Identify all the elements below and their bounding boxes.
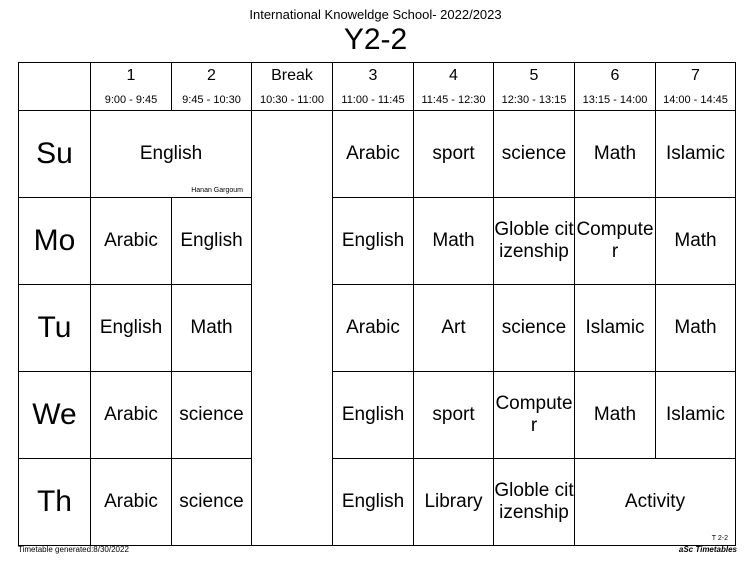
- lesson-cell: English: [91, 285, 172, 372]
- lesson-cell: English: [333, 459, 414, 546]
- lesson-cell: science: [494, 111, 575, 198]
- lesson-cell: [575, 459, 736, 546]
- lesson-cell: sport: [414, 111, 494, 198]
- day-row: [19, 372, 736, 459]
- period-header: 3 11:00 - 11:45: [333, 63, 414, 111]
- day-row: [19, 285, 736, 372]
- lesson-cell: Math: [414, 198, 494, 285]
- lesson-cell: Computer: [494, 372, 575, 459]
- day-row: [19, 111, 736, 198]
- lesson-cell: Arabic: [333, 285, 414, 372]
- timetable: [18, 62, 736, 546]
- period-header: 5 12:30 - 13:15: [494, 63, 575, 111]
- lesson-cell: Arabic: [91, 372, 172, 459]
- day-row: [19, 459, 736, 546]
- lesson-cell: Math: [172, 285, 252, 372]
- lesson-cell: science: [494, 285, 575, 372]
- lesson-cell: Arabic: [91, 459, 172, 546]
- lesson-cell: Math: [575, 372, 656, 459]
- brand-label: aSc Timetables: [678, 545, 737, 554]
- corner-cell: [19, 63, 91, 111]
- day-label: Th: [19, 459, 91, 546]
- lesson-cell: science: [172, 372, 252, 459]
- day-row: [19, 198, 736, 285]
- period-header: 1 9:00 - 9:45: [91, 63, 172, 111]
- lesson-cell: Islamic: [656, 372, 736, 459]
- lesson-cell: Art: [414, 285, 494, 372]
- lesson-cell: Globle citizenship: [494, 198, 575, 285]
- lesson-cell: Math: [575, 111, 656, 198]
- day-label: Mo: [19, 198, 91, 285]
- lesson-cell: Globle citizenship: [494, 459, 575, 546]
- header-row: [19, 63, 736, 111]
- period-header: 6 13:15 - 14:00: [575, 63, 656, 111]
- subject: Activity: [624, 491, 686, 512]
- period-header: 4 11:45 - 12:30: [414, 63, 494, 111]
- lesson-cell: Math: [656, 285, 736, 372]
- lesson-cell: Library: [414, 459, 494, 546]
- period-header: 7 14:00 - 14:45: [656, 63, 736, 111]
- lesson-cell: English: [172, 198, 252, 285]
- day-label: Su: [19, 111, 91, 198]
- day-label: We: [19, 372, 91, 459]
- lesson-cell: [91, 111, 252, 198]
- lesson-cell: Arabic: [91, 198, 172, 285]
- lesson-cell: Islamic: [575, 285, 656, 372]
- lesson-cell: Math: [656, 198, 736, 285]
- lesson-cell: Islamic: [656, 111, 736, 198]
- lesson-cell: Arabic: [333, 111, 414, 198]
- lesson-cell: English: [333, 198, 414, 285]
- teacher-name: Hanan Gargoum: [191, 187, 243, 194]
- school-title: International Knoweldge School- 2022/2023: [249, 7, 502, 22]
- generated-date: Timetable generated:8/30/2022: [18, 545, 129, 554]
- lesson-cell: Computer: [575, 198, 656, 285]
- lesson-cell: sport: [414, 372, 494, 459]
- day-label: Tu: [19, 285, 91, 372]
- subject: English: [139, 143, 203, 164]
- lesson-cell: English: [333, 372, 414, 459]
- period-header: 2 9:45 - 10:30: [172, 63, 252, 111]
- class-title: Y2-2: [343, 23, 408, 56]
- lesson-cell: science: [172, 459, 252, 546]
- break-header: Break 10:30 - 11:00: [252, 63, 333, 111]
- class-tag: T 2-2: [711, 535, 728, 542]
- break-column: [252, 111, 333, 546]
